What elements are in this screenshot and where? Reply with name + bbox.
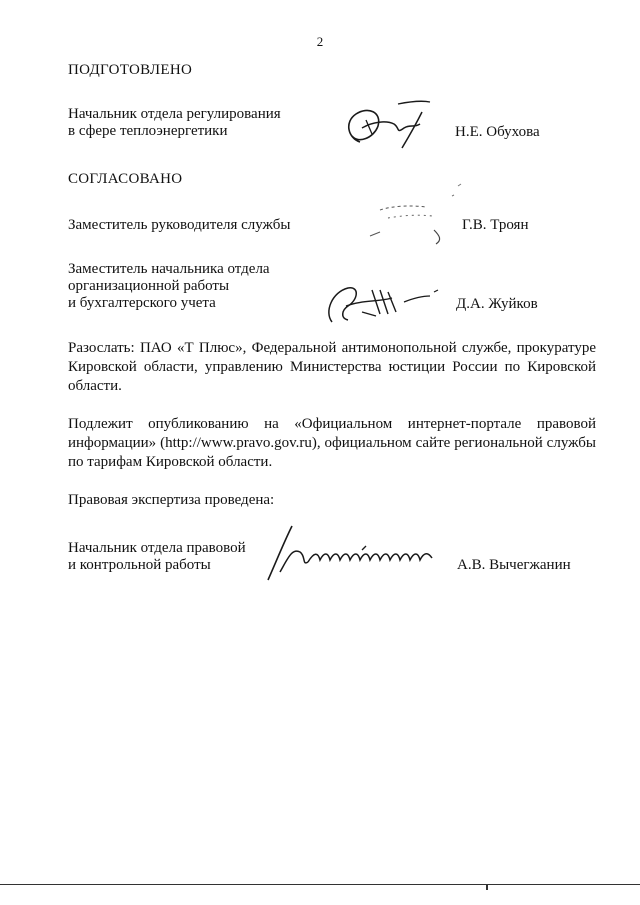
legal-review-position-line1: Начальник отдела правовой [68,540,246,556]
agreed-signer1-position: Заместитель руководителя службы [68,217,291,233]
agreed-signer2-name: Д.А. Жуйков [456,296,538,312]
prepared-position-line2: в сфере теплоэнергетики [68,123,228,139]
signature-vychegzhanin [262,522,442,584]
page-bottom-mark [486,884,488,890]
distribution-paragraph: Разослать: ПАО «Т Плюс», Федеральной антимонопольной службе, прокуратуре Кировской области, управлению Министерства юстиции России по Кировской области. [68,340,596,394]
legal-review-statement: Правовая экспертиза проведена: [68,492,275,508]
agreed-signer2-position-line2: организационной работы [68,278,230,294]
prepared-position-line1: Начальник отдела регулирования [68,106,281,122]
signature-troyan [340,180,470,250]
agreed-signer2-position-line3: и бухгалтерского учета [68,295,216,311]
agreed-heading: СОГЛАСОВАНО [68,171,183,187]
page-bottom-rule [0,884,640,885]
page-number: 2 [316,34,324,49]
publication-paragraph: Подлежит опубликованию на «Официальном интернет-портале правовой информации» (http://www.pravo.gov.ru), официальном сайте региональной службы по тарифам Кировской области. [68,416,596,470]
signature-zhuykov [318,272,448,332]
agreed-signer1-name: Г.В. Троян [462,217,529,233]
agreed-signer2-position-line1: Заместитель начальника отдела [68,261,270,277]
legal-review-position-line2: и контрольной работы [68,557,211,573]
prepared-name: Н.Е. Обухова [455,124,540,140]
signature-obukhova [338,98,438,154]
legal-review-name: А.В. Вычегжанин [457,557,571,573]
prepared-heading: ПОДГОТОВЛЕНО [68,62,193,78]
